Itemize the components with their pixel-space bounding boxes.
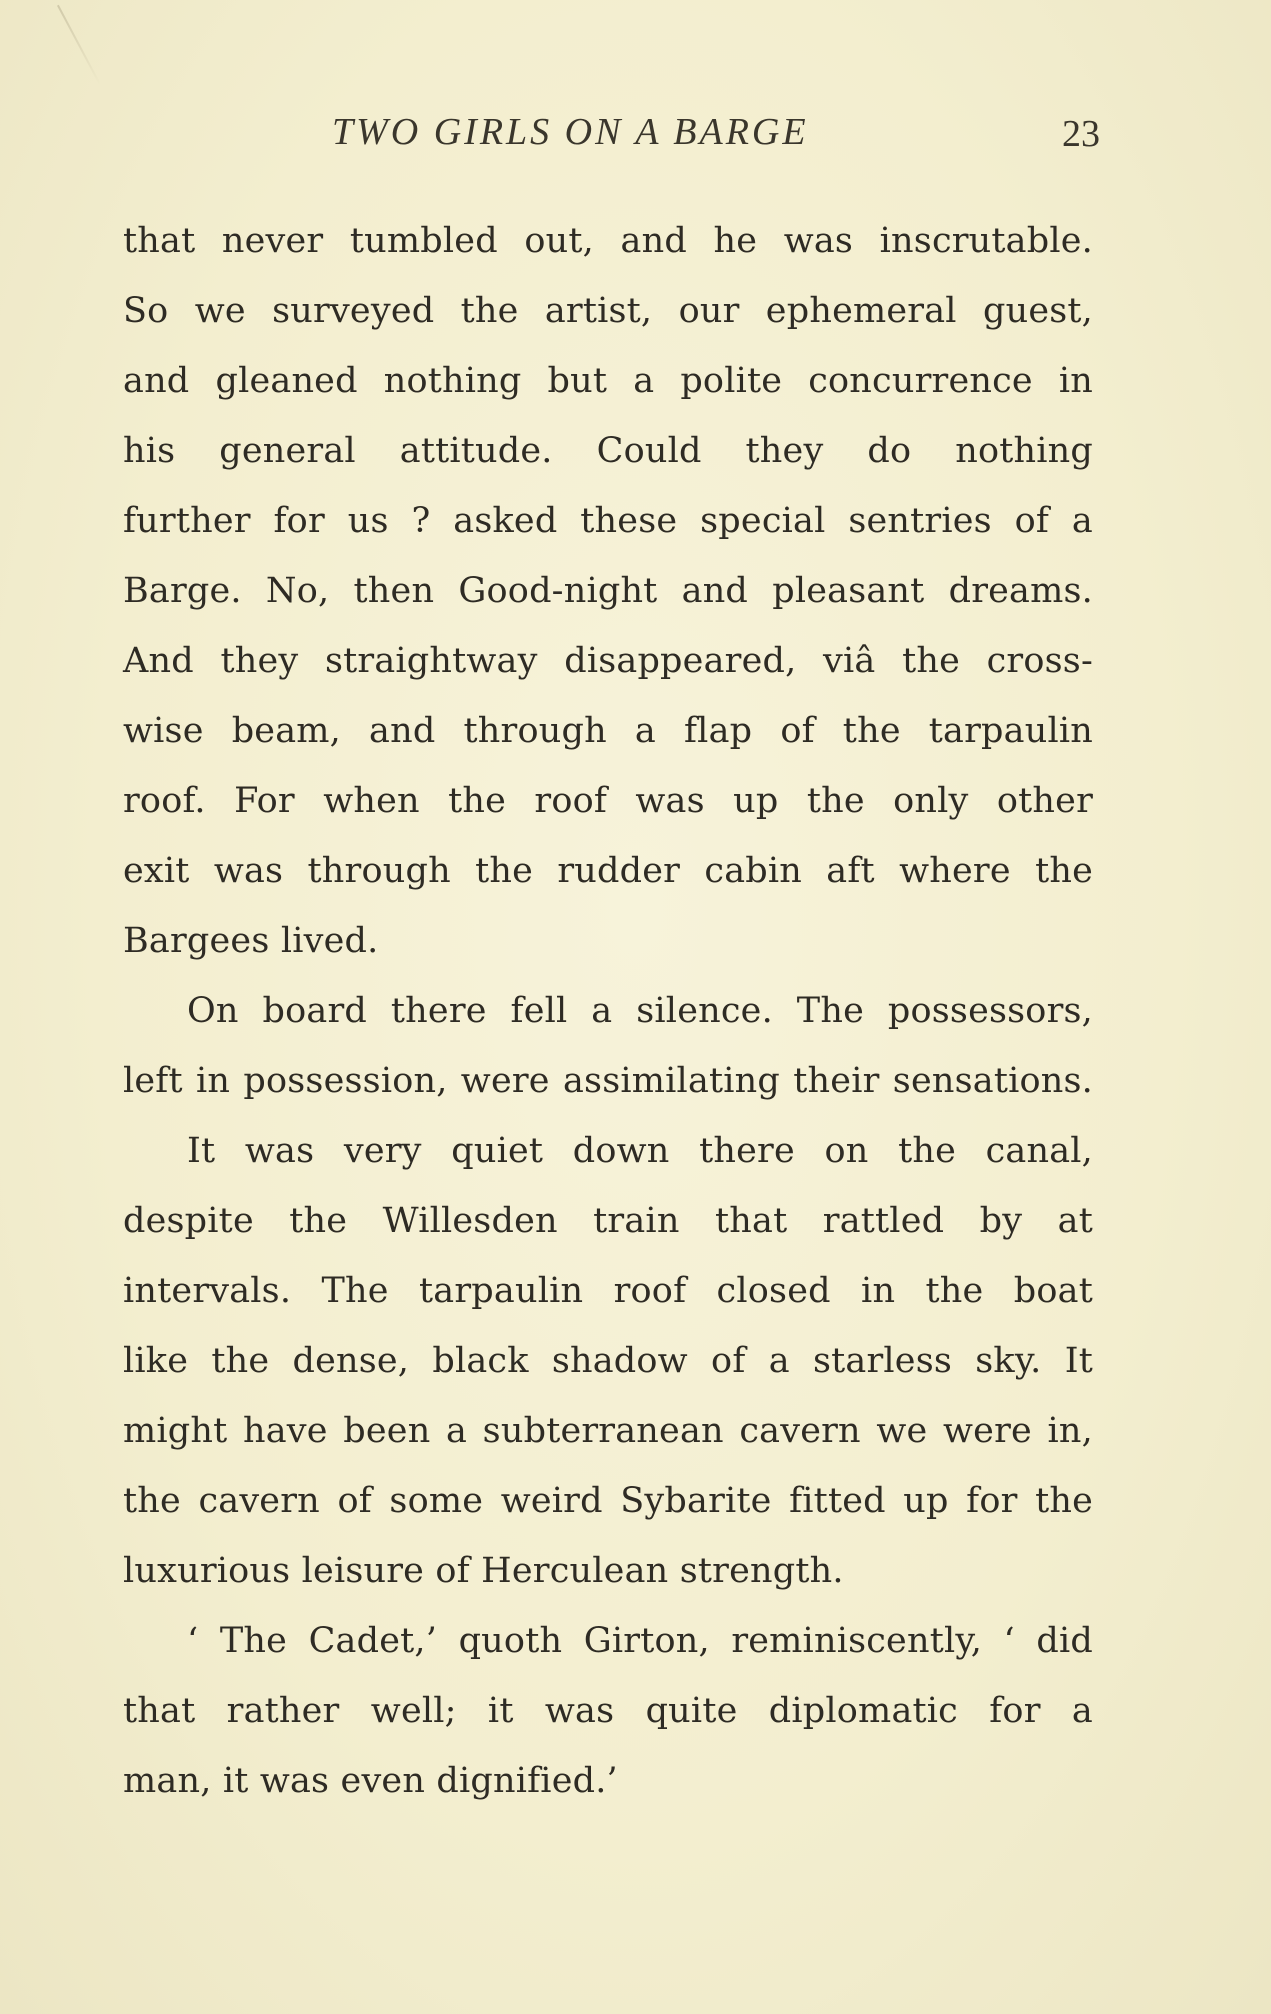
text-line: might have been a subterranean cavern we were in, bbox=[123, 1411, 1093, 1451]
text-line: exit was through the rudder cabin aft where the bbox=[123, 851, 1093, 891]
text-line: It was very quiet down there on the canal, bbox=[187, 1131, 1093, 1171]
running-title: TWO GIRLS ON A BARGE bbox=[332, 111, 809, 153]
text-line: On board there fell a silence. The possessors, bbox=[187, 991, 1093, 1031]
text-line: left in possession, were assimilating their sensations. bbox=[123, 1061, 1093, 1101]
text-line: ‘ The Cadet,’ quoth Girton, reminiscently, ‘ did bbox=[187, 1621, 1093, 1661]
text-line: like the dense, black shadow of a starless sky. It bbox=[123, 1341, 1093, 1381]
text-line: his general attitude. Could they do nothing bbox=[123, 431, 1093, 471]
page-mark bbox=[57, 5, 101, 85]
text-line: And they straightway disappeared, viâ the cross- bbox=[123, 641, 1093, 681]
text-line: despite the Willesden train that rattled by at bbox=[123, 1201, 1093, 1241]
text-line: Barge. No, then Good-night and pleasant dreams. bbox=[123, 571, 1093, 611]
text-line: and gleaned nothing but a polite concurrence in bbox=[123, 361, 1093, 401]
text-line: So we surveyed the artist, our ephemeral guest, bbox=[123, 291, 1093, 331]
text-line: Bargees lived. bbox=[123, 921, 379, 961]
text-line: luxurious leisure of Herculean strength. bbox=[123, 1551, 844, 1591]
text-line: further for us ? asked these special sentries of a bbox=[123, 501, 1093, 541]
text-line: man, it was even dignified.’ bbox=[123, 1761, 618, 1801]
body-text bbox=[123, 206, 1093, 1816]
text-line: intervals. The tarpaulin roof closed in the boat bbox=[123, 1271, 1093, 1311]
text-line: that never tumbled out, and he was inscrutable. bbox=[123, 221, 1093, 261]
text-line: roof. For when the roof was up the only other bbox=[123, 781, 1093, 821]
page-number: 23 bbox=[1062, 113, 1100, 155]
text-line: the cavern of some weird Sybarite fitted up for the bbox=[123, 1481, 1093, 1521]
text-line: that rather well; it was quite diplomatic for a bbox=[123, 1691, 1093, 1731]
text-line: wise beam, and through a flap of the tarpaulin bbox=[123, 711, 1093, 751]
running-head bbox=[120, 110, 1100, 160]
